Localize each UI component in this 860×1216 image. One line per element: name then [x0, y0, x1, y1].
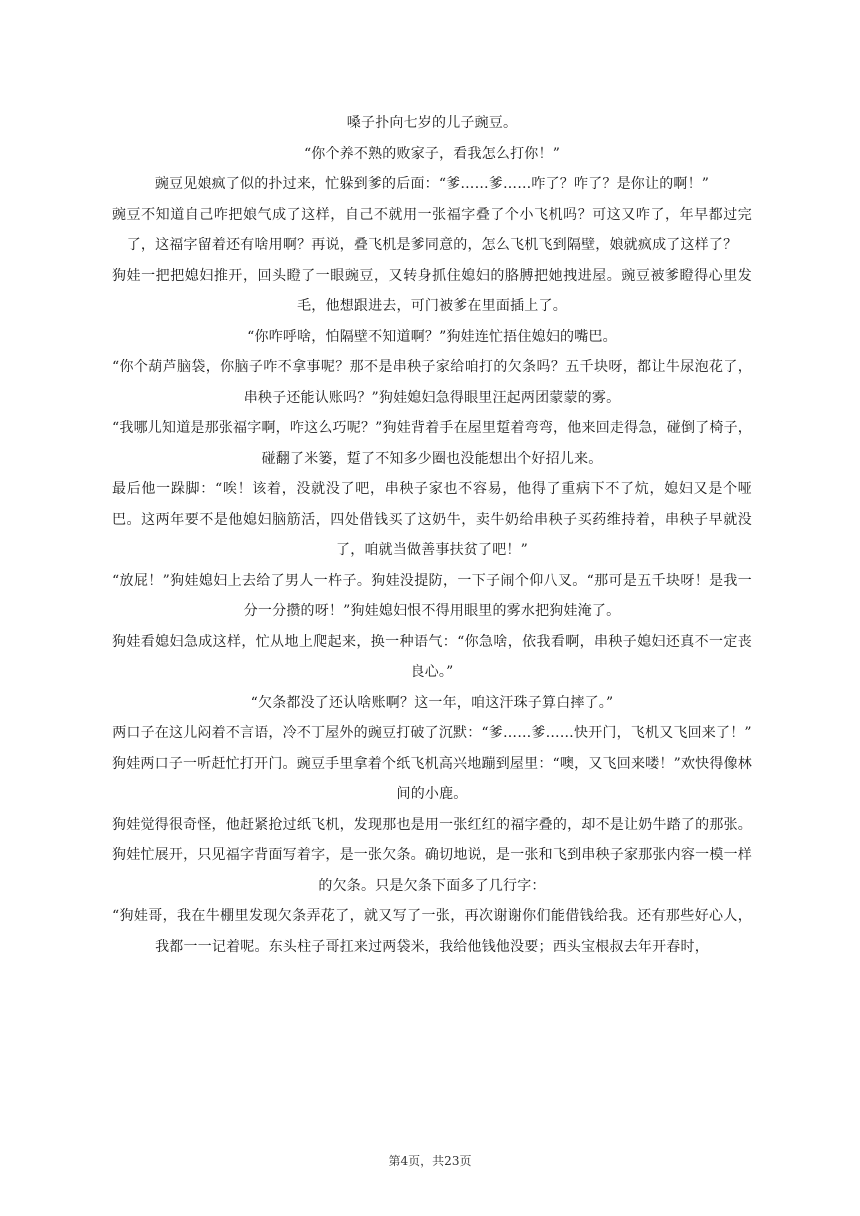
paragraph: 狗娃两口子一听赶忙打开门。豌豆手里拿着个纸飞机高兴地蹦到屋里：“噢，又飞回来喽！”欢快得像林间的小鹿。 [112, 755, 752, 802]
paragraph: “狗娃哥，我在牛棚里发现欠条弄花了，就又写了一张，再次谢谢你们能借钱给我。还有那些好心人，我都一一记着呢。东头柱子哥扛来过两袋米，我给他钱他没要；西头宝根叔去年开春时， [112, 908, 752, 955]
paragraph: “我哪儿知道是那张福字啊，咋这么巧呢？”狗娃背着手在屋里踅着弯弯，他来回走得急，碰倒了椅子，碰翻了米篓，踅了不知多少圈也没能想出个好招儿来。 [112, 420, 752, 467]
paragraph: “你咋呼啥，怕隔壁不知道啊？”狗娃连忙捂住媳妇的嘴巴。 [247, 328, 617, 345]
paragraph: 狗娃一把把媳妇推开，回头瞪了一眼豌豆，又转身抓住媳妇的胳膊把她拽进屋。豌豆被爹瞪得心里发毛，他想跟进去，可门被爹在里面插上了。 [112, 267, 752, 314]
paragraph: 豌豆见娘疯了似的扑过来，忙躲到爹的后面：“爹……爹……咋了？咋了？是你让的啊！” [154, 176, 710, 192]
paragraph: “你个养不熟的败家子，看我怎么打你！” [303, 145, 561, 162]
paragraph: 嗓子扑向七岁的儿子豌豆。 [346, 115, 518, 131]
paragraph: 最后他一跺脚：“唉！该着，没就没了吧，串秧子家也不容易，他得了重病下不了炕，媳妇又是个哑巴。这两年要不是他媳妇脑筋活，四处借钱买了这奶牛，卖牛奶给串秧子买药维持着，串秧子早就没了，咱就当做善事扶贫了吧！” [112, 481, 752, 558]
paragraph: 两口子在这儿闷着不言语，冷不丁屋外的豌豆打破了沉默：“爹……爹……快开门，飞机又飞回来了！” [112, 725, 752, 741]
article-body [112, 108, 752, 962]
page-number-footer: 第4页，共23页 [388, 1154, 472, 1168]
paragraph: “放屁！”狗娃媳妇上去给了男人一杵子。狗娃没提防，一下子闹个仰八叉。“那可是五千块呀！是我一分一分攒的呀！”狗娃媳妇恨不得用眼里的雾水把狗娃淹了。 [112, 572, 752, 619]
paragraph: “你个葫芦脑袋，你脑子咋不拿事呢？那不是串秧子家给咱打的欠条吗？五千块呀，都让牛尿泡花了，串秧子还能认账吗？”狗娃媳妇急得眼里汪起两团蒙蒙的雾。 [112, 359, 752, 406]
paragraph: 豌豆不知道自己咋把娘气成了这样，自己不就用一张福字叠了个小飞机吗？可这又咋了，年早都过完了，这福字留着还有啥用啊？再说，叠飞机是爹同意的，怎么飞机飞到隔壁，娘就疯成了这样了？ [112, 206, 752, 253]
paragraph: 狗娃觉得很奇怪，他赶紧抢过纸飞机，发现那也是用一张红红的福字叠的，却不是让奶牛踏了的那张。狗娃忙展开，只见福字背面写着字，是一张欠条。确切地说，是一张和飞到串秧子家那张内容一模一样的欠条。只是欠条下面多了几行字： [112, 816, 752, 894]
paragraph: 狗娃看媳妇急成这样，忙从地上爬起来，换一种语气：“你急啥，依我看啊，串秧子媳妇还真不一定丧良心。” [112, 633, 752, 680]
paragraph: “欠条都没了还认啥账啊？这一年，咱这汗珠子算白摔了。” [250, 694, 614, 711]
